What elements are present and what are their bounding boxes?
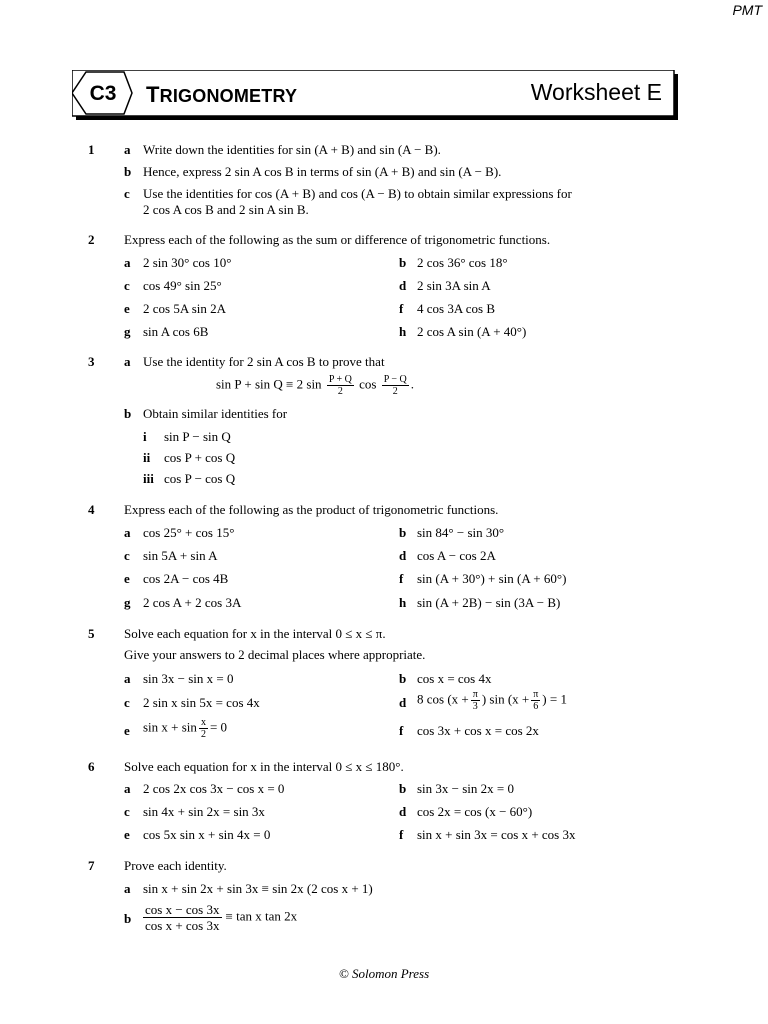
item-text: cos 3x + cos x = cos 2x — [417, 723, 539, 738]
question-intro: Solve each equation for x in the interval 0 ≤ x ≤ 180°. — [124, 759, 404, 774]
item-text: cos A − cos 2A — [417, 548, 496, 563]
item-text: sin 5A + sin A — [143, 548, 218, 563]
question-text: Use the identity for 2 sin A cos B to prove that — [143, 354, 385, 369]
item-text: sin x + sin 3x = cos x + cos 3x — [417, 827, 576, 842]
question-text: Hence, express 2 sin A cos B in terms of sin (A + B) and sin (A − B). — [143, 164, 502, 179]
item-text: cos 49° sin 25° — [143, 278, 222, 293]
chapter-code: C3 — [89, 82, 117, 105]
item-text: 2 cos 5A sin 2A — [143, 301, 227, 316]
item-text: sin 3x − sin x = 0 — [143, 671, 234, 686]
item-text: 2 cos A sin (A + 40°) — [417, 324, 527, 339]
item-text: cos x = cos 4x — [417, 671, 492, 686]
question-number: 2 — [88, 232, 95, 247]
item-text: sin (A + 30°) + sin (A + 60°) — [417, 571, 567, 586]
item-text: cos P + cos Q — [164, 450, 236, 465]
identity-formula: sin P + sin Q ≡ 2 sin $\frac{P + Q}{2}$ cos $\frac{P - Q}{2}$ . — [216, 374, 415, 397]
question-text: Use the identities for cos (A + B) and cos (A − B) to obtain similar expressions for — [143, 186, 572, 201]
pmt-label: PMT — [732, 2, 762, 18]
item-text: 8 cos (x + $\frac{\pi}{3}$ ) sin (x + $\frac{\pi}{6}$ ) = 1 — [417, 689, 567, 712]
worksheet-label: Worksheet E — [530, 79, 662, 105]
question-number: 1 — [88, 142, 95, 157]
question-text: Obtain similar identities for — [143, 406, 288, 421]
question-text: 2 cos A cos B and 2 sin A sin B. — [143, 202, 309, 217]
item-text: sin A cos 6B — [143, 324, 209, 339]
item-text: sin (A + 2B) − sin (3A − B) — [417, 595, 561, 610]
item-text: sin 84° − sin 30° — [417, 525, 505, 540]
question-intro: Solve each equation for x in the interval 0 ≤ x ≤ π. — [124, 626, 386, 641]
question-number: 7 — [88, 858, 95, 873]
item-text: sin x + sin 2x + sin 3x ≡ sin 2x (2 cos x + 1) — [143, 881, 373, 896]
item-text: 2 cos A + 2 cos 3A — [143, 595, 242, 610]
item-text: sin 4x + sin 2x = sin 3x — [143, 804, 265, 819]
item-text: 4 cos 3A cos B — [417, 301, 495, 316]
question-number: 4 — [88, 502, 95, 517]
question-number: 5 — [88, 626, 95, 641]
chapter-title: TRIGONOMETRY — [146, 82, 298, 107]
item-text: 2 sin 3A sin A — [417, 278, 491, 293]
item-text: 2 cos 36° cos 18° — [417, 255, 508, 270]
question-number: 3 — [88, 354, 95, 369]
item-text: sin x + sin $\frac{x}{2}$ = 0 — [143, 717, 228, 740]
question-intro: Prove each identity. — [124, 858, 227, 873]
item-text: $\frac{\text{cos x − cos 3x}}{\text{cos x + cos 3x}}$ ≡ tan x tan 2x — [145, 902, 298, 933]
item-text: cos 5x sin x + sin 4x = 0 — [143, 827, 271, 842]
worksheet-banner — [72, 70, 678, 120]
question-intro: Express each of the following as the product of trigonometric functions. — [124, 502, 499, 517]
item-text: sin 3x − sin 2x = 0 — [417, 781, 515, 796]
footer-copyright: © Solomon Press — [338, 966, 430, 981]
item-text: cos 2x = cos (x − 60°) — [417, 804, 533, 819]
question-intro: Express each of the following as the sum or difference of trigonometric functions. — [124, 232, 551, 247]
item-text: cos P − cos Q — [164, 471, 236, 486]
item-text: 2 sin 30° cos 10° — [143, 255, 232, 270]
item-text: sin P − sin Q — [164, 429, 231, 444]
item-text: cos 2A − cos 4B — [143, 571, 229, 586]
item-text: 2 cos 2x cos 3x − cos x = 0 — [143, 781, 285, 796]
question-intro: Give your answers to 2 decimal places where appropriate. — [124, 647, 426, 662]
item-text: 2 sin x sin 5x = cos 4x — [143, 695, 260, 710]
question-number: 6 — [88, 759, 95, 774]
question-text: Write down the identities for sin (A + B) and sin (A − B). — [143, 142, 441, 157]
item-text: cos 25° + cos 15° — [143, 525, 235, 540]
